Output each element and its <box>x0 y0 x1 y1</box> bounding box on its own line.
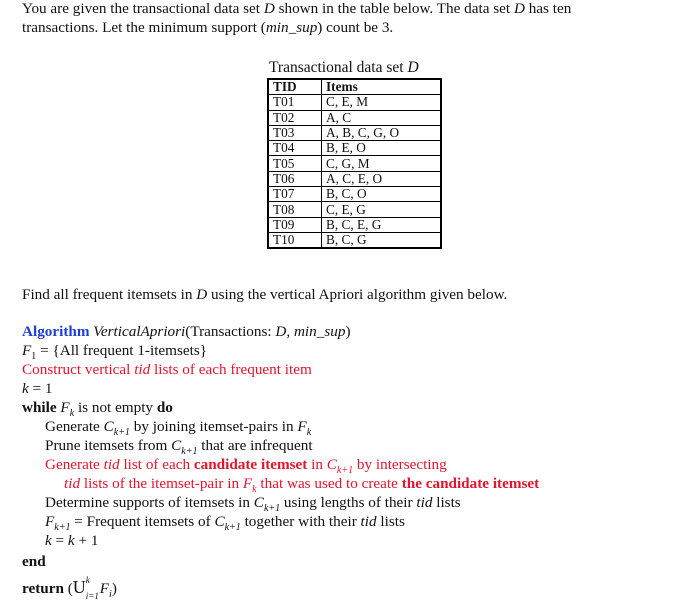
var: F <box>45 513 55 530</box>
text: Generate <box>45 456 104 473</box>
var: F <box>297 418 307 435</box>
text: list of each <box>119 456 194 473</box>
table-row <box>268 187 441 202</box>
tid-cell: T10 <box>268 232 322 248</box>
var: min_sup <box>265 19 318 36</box>
var: tid <box>103 456 120 473</box>
intro-line-2 <box>22 19 393 37</box>
algo-line-prune <box>45 437 313 458</box>
algo-line-k-init <box>22 380 53 398</box>
table-row <box>268 217 441 232</box>
items-cell: A, B, C, G, O <box>322 125 442 140</box>
table-row <box>268 95 441 110</box>
text: by intersecting <box>353 456 447 473</box>
text: by joining itemset-pairs in <box>129 418 298 435</box>
tid-cell: T08 <box>268 202 322 217</box>
text: ) <box>111 580 117 597</box>
items-cell: B, C, O <box>322 187 442 202</box>
var: F <box>242 475 253 492</box>
algo-line-while <box>22 399 173 420</box>
tid-cell: T07 <box>268 187 322 202</box>
var: D <box>513 0 525 17</box>
tid-cell: T04 <box>268 141 322 156</box>
table-row <box>268 171 441 186</box>
text: lists <box>376 513 405 530</box>
bold-text: the candidate itemset <box>401 475 540 492</box>
text: + 1 <box>74 532 99 549</box>
var: k <box>67 532 75 549</box>
subscript: k+1 <box>54 522 71 534</box>
items-cell: A, C, E, O <box>322 171 442 186</box>
text: transactions. Let the minimum support ( <box>22 19 266 36</box>
text: Determine supports of itemsets in <box>45 494 254 511</box>
var: tid <box>134 361 151 378</box>
subscript: k+1 <box>224 522 241 534</box>
text: has ten <box>524 0 572 17</box>
text: is not empty <box>74 399 157 416</box>
table-row <box>268 110 441 125</box>
var: C <box>253 494 264 511</box>
text: together with their <box>240 513 361 530</box>
subscript: i <box>109 589 112 601</box>
subscript: k <box>306 427 312 439</box>
intro-line-1 <box>22 0 571 18</box>
var: tid <box>360 513 377 530</box>
text: in <box>307 456 327 473</box>
text: = {All frequent 1-itemsets} <box>36 342 208 359</box>
subscript: k+1 <box>336 465 354 477</box>
text: lists of each frequent item <box>150 361 312 378</box>
tid-cell: T03 <box>268 125 322 140</box>
table-row <box>268 125 441 140</box>
var: D <box>263 0 275 17</box>
algorithm-keyword: Algorithm <box>22 323 90 340</box>
algo-line-tid-continue <box>64 475 540 496</box>
subscript: k+1 <box>263 503 281 515</box>
task-text <box>22 286 507 304</box>
var: k <box>22 380 29 397</box>
text: shown in the table below. The data set <box>274 0 514 17</box>
subscript: k+1 <box>113 427 130 439</box>
text: using the vertical Apriori algorithm given below. <box>207 286 508 303</box>
text: lists <box>432 494 461 511</box>
text: ( <box>63 580 73 597</box>
table-row <box>268 232 441 248</box>
items-cell: B, E, O <box>322 141 442 156</box>
algo-line-k-increment <box>45 532 98 550</box>
items-cell: C, E, G <box>322 202 442 217</box>
text: = <box>51 532 68 549</box>
superscript: k <box>85 575 90 585</box>
var: F <box>99 580 110 597</box>
text: using lengths of their <box>280 494 417 511</box>
algo-line-determine <box>45 494 461 515</box>
union-limits <box>85 575 100 601</box>
while-keyword: while <box>22 399 57 416</box>
algo-line-f1 <box>22 342 208 363</box>
items-cell: B, C, G <box>322 232 442 248</box>
table-header-row <box>268 79 441 95</box>
items-cell: C, G, M <box>322 156 442 171</box>
var: C <box>214 513 225 530</box>
subscript: k <box>69 408 75 420</box>
tid-cell: T05 <box>268 156 322 171</box>
union-symbol: U <box>72 577 86 597</box>
text: Generate <box>45 418 104 435</box>
text: Construct vertical <box>22 361 135 378</box>
text: = 1 <box>28 380 53 397</box>
table-row <box>268 202 441 217</box>
table-row <box>268 156 441 171</box>
var: C <box>103 418 114 435</box>
subscript: k <box>252 484 257 496</box>
var: D <box>196 286 208 303</box>
var: C <box>171 437 182 454</box>
subscript: k+1 <box>181 446 198 458</box>
var: min_sup <box>293 323 346 340</box>
var: F <box>60 399 70 416</box>
tid-cell: T09 <box>268 217 322 232</box>
var: k <box>45 532 52 549</box>
var: D <box>275 323 287 340</box>
header-items: Items <box>322 79 442 95</box>
transaction-table <box>267 78 442 249</box>
tid-cell: T01 <box>268 95 322 110</box>
text: = Frequent itemsets of <box>70 513 215 530</box>
text: Transactional data set <box>269 59 408 76</box>
text: You are given the transactional data set <box>22 0 264 17</box>
tid-cell: T06 <box>268 171 322 186</box>
text: that was used to create <box>256 475 402 492</box>
text: , <box>286 323 294 340</box>
algo-line-construct <box>22 361 312 379</box>
text: ) count be 3. <box>317 19 394 36</box>
items-cell: A, C <box>322 110 442 125</box>
text: (Transactions: <box>185 323 276 340</box>
algo-line-end: end <box>22 553 46 570</box>
text: lists of the itemset-pair in <box>80 475 243 492</box>
algo-line-f-next <box>45 513 405 534</box>
text: Find all frequent itemsets in <box>22 286 197 303</box>
table-row <box>268 141 441 156</box>
text: ) <box>345 323 351 340</box>
tid-cell: T02 <box>268 110 322 125</box>
bold-text: candidate itemset <box>193 456 308 473</box>
text: that are infrequent <box>197 437 313 454</box>
return-keyword: return <box>22 580 64 597</box>
var: D <box>407 59 419 76</box>
do-keyword: do <box>156 399 173 416</box>
algorithm-header <box>22 323 351 341</box>
algo-line-return <box>22 575 117 601</box>
subscript: 1 <box>31 351 37 363</box>
algo-line-generate <box>45 418 312 439</box>
subscript: i=1 <box>85 591 99 601</box>
var: C <box>326 456 337 473</box>
algo-line-tid-generate <box>45 456 447 477</box>
items-cell: B, C, E, G <box>322 217 442 232</box>
items-cell: C, E, M <box>322 95 442 110</box>
algorithm-name: VerticalApriori <box>93 323 186 340</box>
text: Prune itemsets from <box>45 437 172 454</box>
var: tid <box>416 494 433 511</box>
header-tid: TID <box>268 79 322 95</box>
table-caption <box>269 59 419 77</box>
var: F <box>22 342 32 359</box>
var: tid <box>64 475 81 492</box>
